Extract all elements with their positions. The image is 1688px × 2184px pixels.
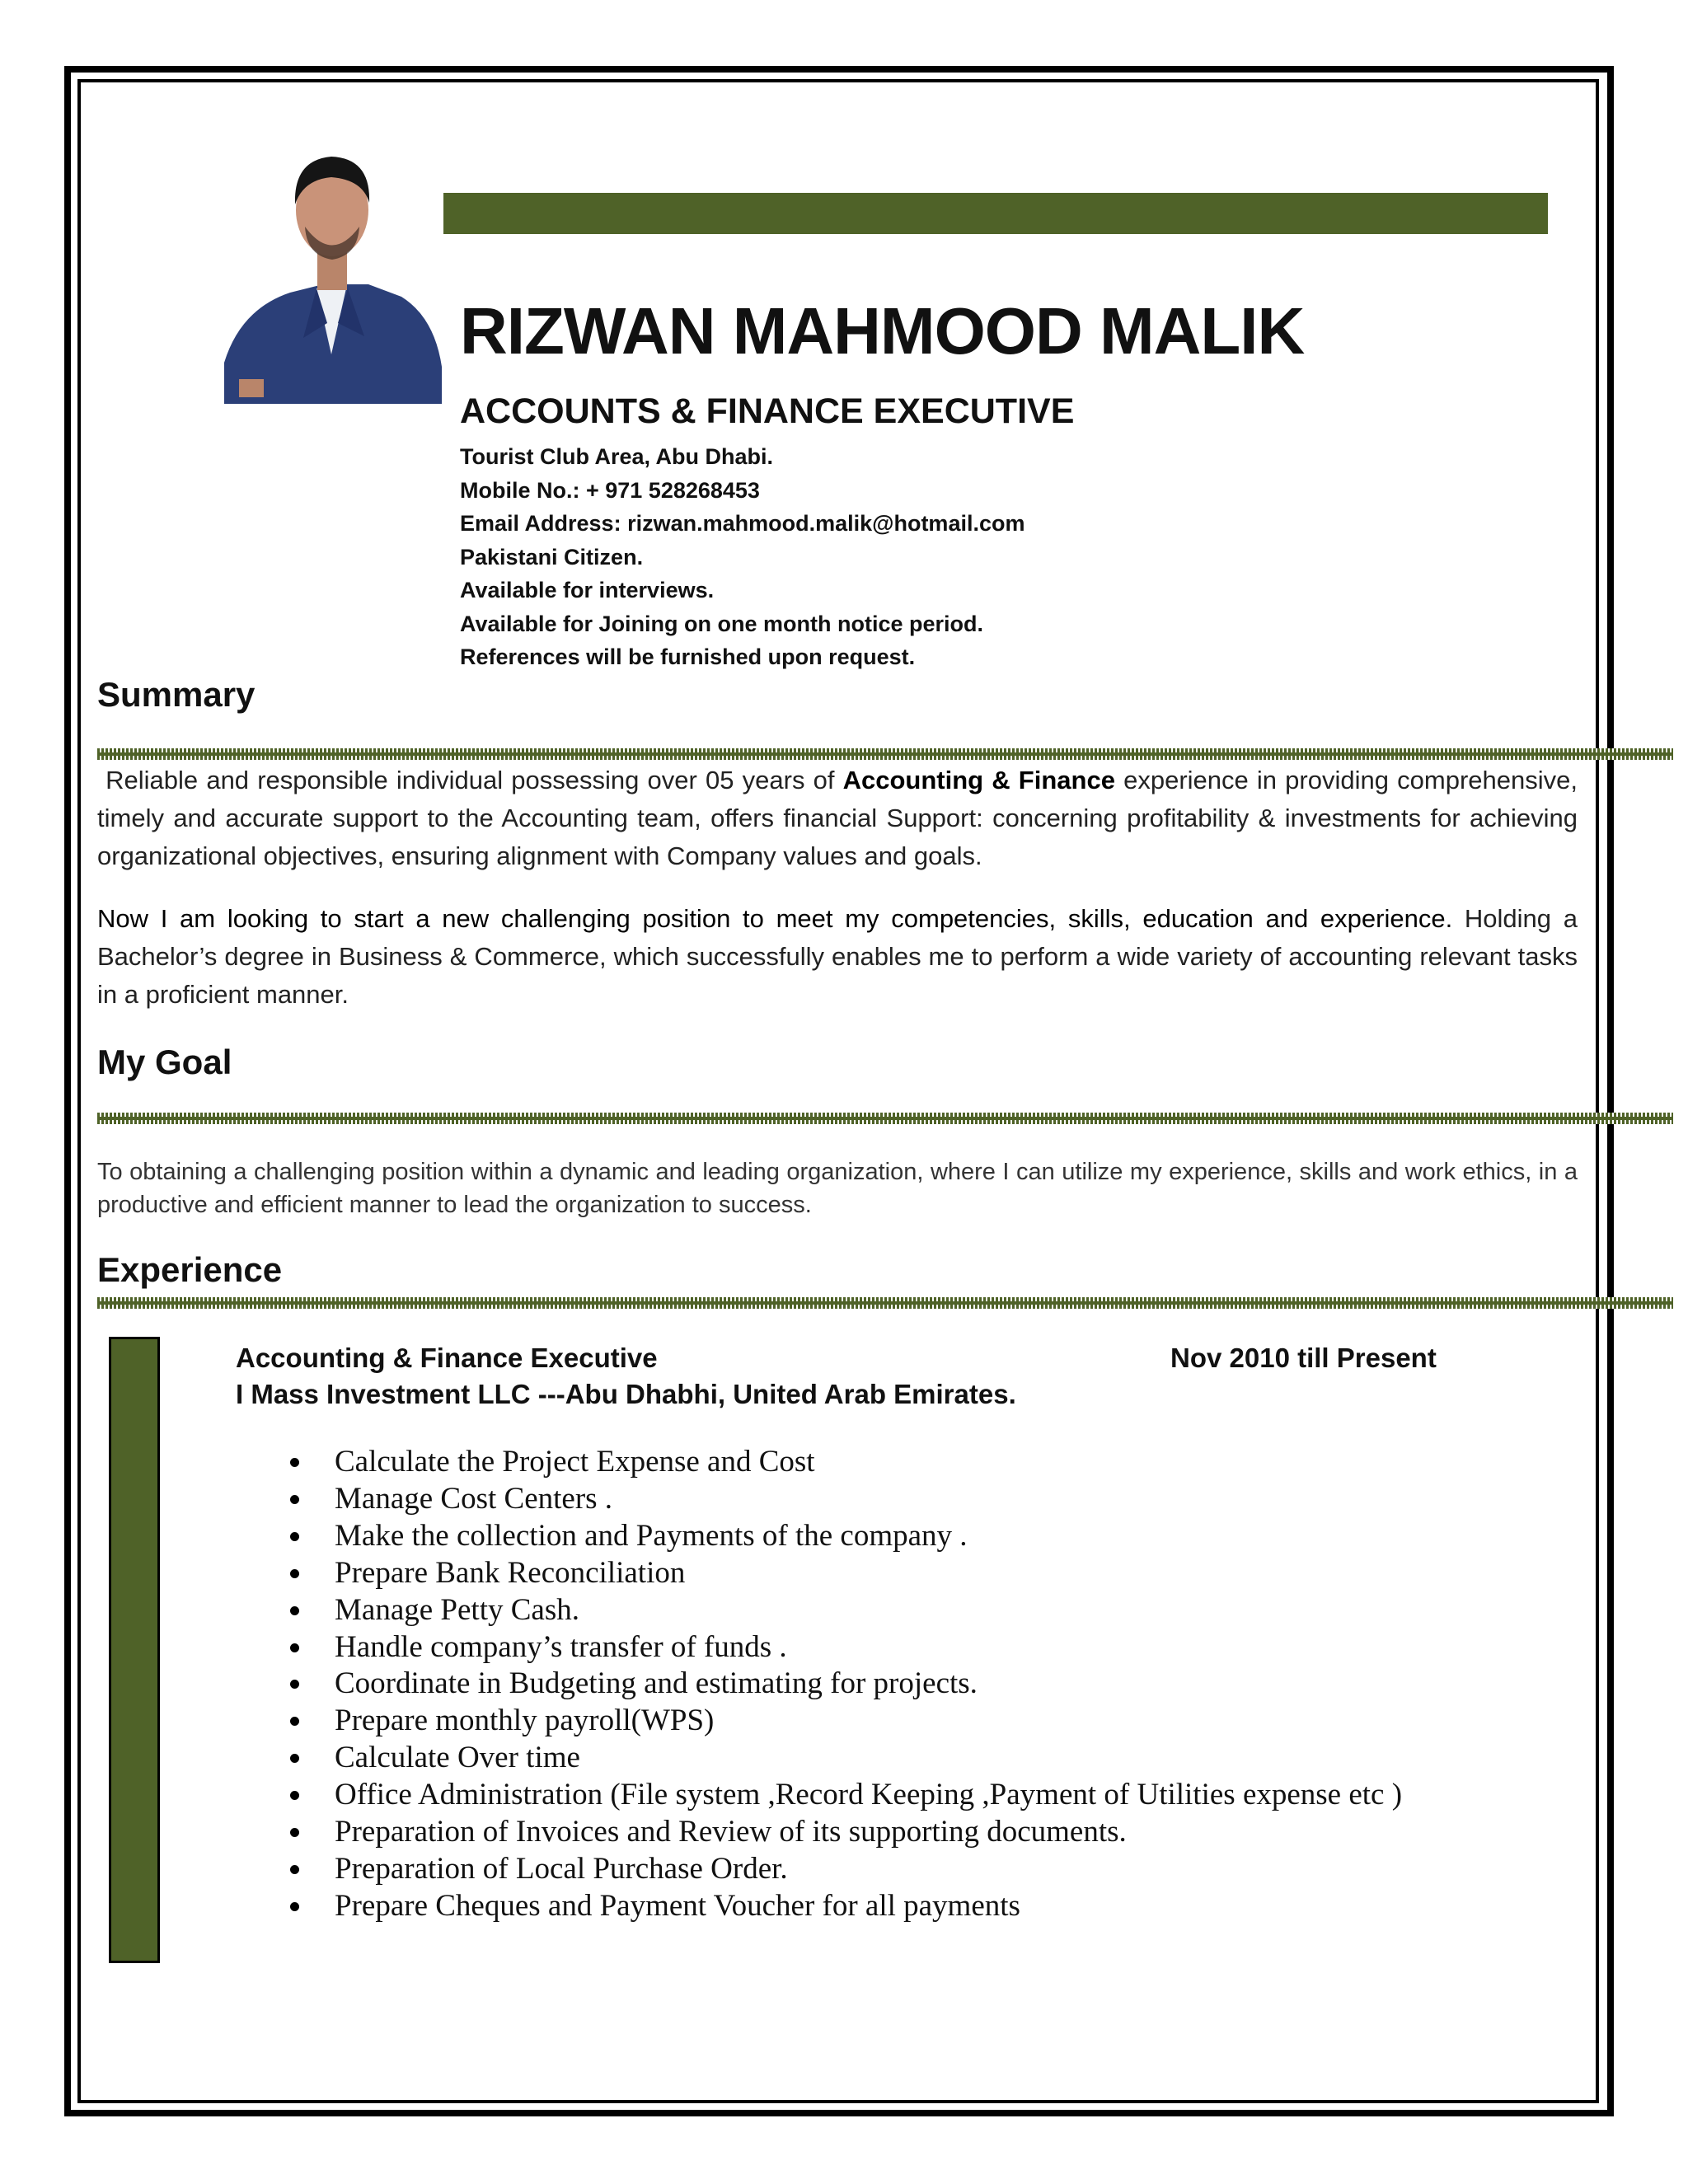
experience-heading: Experience <box>97 1250 283 1289</box>
job-dates: Nov 2010 till Present <box>1170 1343 1437 1373</box>
list-item: Preparation of Invoices and Review of its supporting documents. <box>280 1814 1402 1851</box>
list-item: Prepare monthly payroll(WPS) <box>280 1703 1402 1740</box>
header-accent-bar <box>443 193 1548 234</box>
list-item: Calculate the Project Expense and Cost <box>280 1444 1402 1481</box>
job-company: I Mass Investment LLC ---Abu Dhabhi, United Arab Emirates. <box>236 1379 1016 1409</box>
experience-side-bar <box>109 1337 160 1963</box>
interview-availability: Available for interviews. <box>460 578 715 602</box>
contact-block <box>460 440 1025 674</box>
list-item: Prepare Bank Reconciliation <box>280 1555 1402 1592</box>
job-role: Accounting & Finance Executive <box>236 1343 658 1373</box>
summary-paragraph-2 <box>97 900 1578 1014</box>
list-item: Office Administration (File system ,Record Keeping ,Payment of Utilities expense etc ) <box>280 1777 1402 1814</box>
list-item: Coordinate in Budgeting and estimating for projects. <box>280 1666 1402 1703</box>
goal-heading: My Goal <box>97 1043 232 1081</box>
references-note: References will be furnished upon request. <box>460 644 916 669</box>
summary-p2-first: Now I am looking to start a new challenging position to meet my competencies, skills, education and experience. <box>97 904 1453 933</box>
summary-paragraph-1 <box>97 762 1578 875</box>
candidate-title: ACCOUNTS & FINANCE EXECUTIVE <box>460 391 1075 431</box>
experience-divider <box>97 1297 1673 1309</box>
summary-p2-rest: Holding a Bachelor’s degree in Business & Commerce, which successfully enables me to perform a wide variety of accounting relevant tasks in a proficient manner. <box>97 904 1578 1009</box>
list-item: Preparation of Local Purchase Order. <box>280 1851 1402 1888</box>
mobile-number: Mobile No.: + 971 528268453 <box>460 477 760 503</box>
goal-divider <box>97 1113 1673 1124</box>
summary-p1-text: Reliable and responsible individual possessing over 05 years of <box>106 766 843 794</box>
list-item: Manage Petty Cash. <box>280 1592 1402 1629</box>
duties-list <box>280 1444 1402 1925</box>
summary-heading: Summary <box>97 675 256 714</box>
profile-photo <box>224 132 442 404</box>
list-item: Make the collection and Payments of the company . <box>280 1518 1402 1555</box>
citizenship: Pakistani Citizen. <box>460 544 644 569</box>
email-address: Email Address: rizwan.mahmood.malik@hotmail.com <box>460 511 1025 536</box>
address: Tourist Club Area, Abu Dhabi. <box>460 444 774 469</box>
list-item: Calculate Over time <box>280 1740 1402 1777</box>
list-item: Prepare Cheques and Payment Voucher for all payments <box>280 1888 1402 1925</box>
list-item: Manage Cost Centers . <box>280 1481 1402 1518</box>
summary-p1-bold: Accounting & Finance <box>842 766 1115 794</box>
joining-availability: Available for Joining on one month notice period. <box>460 611 984 636</box>
candidate-name: RIZWAN MAHMOOD MALIK <box>460 294 1305 368</box>
list-item: Handle company’s transfer of funds . <box>280 1629 1402 1666</box>
summary-p1-rest: experience in providing comprehensive, timely and accurate support to the Accounting team, offers financial Support: concerning profitability & investments for achieving organizational objectives, ensuring alignment with Company values and goals. <box>97 766 1578 870</box>
summary-divider <box>97 748 1673 760</box>
goal-text: To obtaining a challenging position within a dynamic and leading organization, where I can utilize my experience, skills and work ethics, in a productive and efficient manner to lead the organization to success. <box>97 1159 1578 1218</box>
